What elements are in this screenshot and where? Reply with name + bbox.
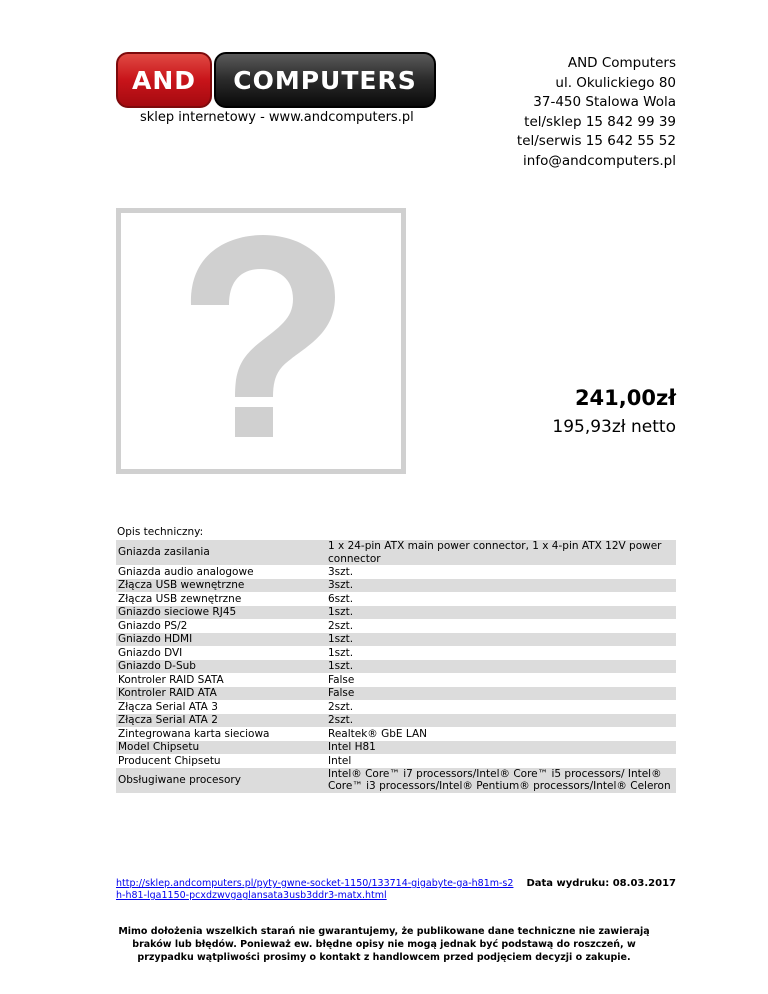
product-url-link[interactable]: http://sklep.andcomputers.pl/pyty-gwne-socket-1150/133714-gigabyte-ga-h81m-s2h-h81-lga1150-pcxdzwvgaglansata3usb3ddr3-matx.html	[116, 878, 514, 901]
question-mark-placeholder-icon	[121, 213, 401, 469]
spec-row	[116, 660, 676, 674]
spec-row	[116, 700, 676, 714]
company-logo	[116, 52, 436, 108]
spec-value: 2szt.	[324, 714, 676, 728]
spec-value: 6szt.	[328, 592, 354, 605]
spec-key: Gniazda zasilania	[116, 540, 324, 565]
spec-key: Producent Chipsetu	[118, 754, 221, 767]
spec-row	[116, 606, 676, 620]
spec-row	[116, 540, 676, 565]
spec-value: 1szt.	[328, 646, 354, 659]
spec-value: 3szt.	[328, 565, 354, 578]
spec-value: 1szt.	[324, 606, 676, 620]
spec-row	[116, 619, 676, 633]
spec-key: Gniazdo HDMI	[116, 633, 324, 647]
company-contact	[517, 54, 676, 171]
spec-value: Intel® Core™ i7 processors/Intel® Core™ i5 processors/ Intel® Core™ i3 processors/Intel® Pentium® processors/Intel® Celeron	[324, 768, 676, 793]
spec-key: Zintegrowana karta sieciowa	[118, 727, 270, 740]
spec-key: Złącza USB wewnętrzne	[116, 579, 324, 593]
spec-key: Złącza Serial ATA 2	[116, 714, 324, 728]
spec-row	[116, 592, 676, 606]
spec-value: 2szt.	[328, 700, 354, 713]
spec-row	[116, 754, 676, 768]
company-city: 37-450 Stalowa Wola	[533, 94, 676, 110]
company-name: AND Computers	[567, 55, 676, 71]
spec-value: 1 x 24-pin ATX main power connector, 1 x 4-pin ATX 12V power connector	[324, 540, 676, 565]
spec-key: Gniazdo sieciowe RJ45	[116, 606, 324, 620]
company-street: ul. Okulickiego 80	[555, 74, 676, 91]
company-phone-service: tel/serwis 15 642 55 52	[516, 133, 676, 149]
spec-row	[116, 714, 676, 728]
spec-value: False	[328, 673, 355, 686]
logo-computers: COMPUTERS	[214, 52, 436, 108]
spec-key: Gniazda audio analogowe	[118, 565, 254, 578]
spec-row	[116, 633, 676, 647]
spec-table	[116, 540, 676, 793]
spec-value: Intel	[328, 754, 352, 767]
disclaimer: Mimo dołożenia wszelkich starań nie gwarantujemy, że publikowane dane techniczne nie zawierają braków lub błędów. Ponieważ ew. błędne opisy nie mogą jednak być podstawą do roszczeń, w przypadku wątpliwości prosimy o kontakt z handlowcem przed podjęciem decyzji o zakupie.	[118, 926, 650, 963]
spec-key: Obsługiwane procesory	[116, 768, 324, 793]
spec-row	[116, 741, 676, 755]
spec-value: Intel H81	[324, 741, 676, 755]
spec-row	[116, 565, 676, 579]
spec-row	[116, 687, 676, 701]
spec-row	[116, 768, 676, 793]
spec-key: Model Chipsetu	[116, 741, 324, 755]
spec-row	[116, 579, 676, 593]
spec-key: Gniazdo D-Sub	[116, 660, 324, 674]
spec-title: Opis techniczny:	[117, 526, 204, 538]
spec-value: False	[324, 687, 676, 701]
spec-value: Realtek® GbE LAN	[328, 727, 428, 740]
spec-value: 2szt.	[328, 619, 354, 632]
price-gross: 241,00zł	[574, 386, 676, 410]
spec-key: Złącza USB zewnętrzne	[118, 592, 242, 605]
spec-key: Kontroler RAID SATA	[118, 673, 224, 686]
spec-row	[116, 727, 676, 741]
spec-key: Złącza Serial ATA 3	[118, 700, 218, 713]
spec-key: Gniazdo PS/2	[118, 619, 188, 632]
spec-value: 1szt.	[324, 660, 676, 674]
spec-key: Gniazdo DVI	[118, 646, 183, 659]
spec-row	[116, 646, 676, 660]
logo-and: AND	[116, 52, 212, 108]
spec-value: 3szt.	[324, 579, 676, 593]
company-phone-shop: tel/sklep 15 842 99 39	[524, 113, 676, 130]
spec-row	[116, 673, 676, 687]
print-date: Data wydruku: 08.03.2017	[526, 878, 676, 889]
company-email: info@andcomputers.pl	[523, 152, 676, 169]
price-net: 195,93zł netto	[552, 417, 676, 437]
spec-key: Kontroler RAID ATA	[116, 687, 324, 701]
product-image-placeholder	[116, 208, 406, 474]
shop-tagline: sklep internetowy - www.andcomputers.pl	[140, 110, 414, 125]
spec-value: 1szt.	[324, 633, 676, 647]
